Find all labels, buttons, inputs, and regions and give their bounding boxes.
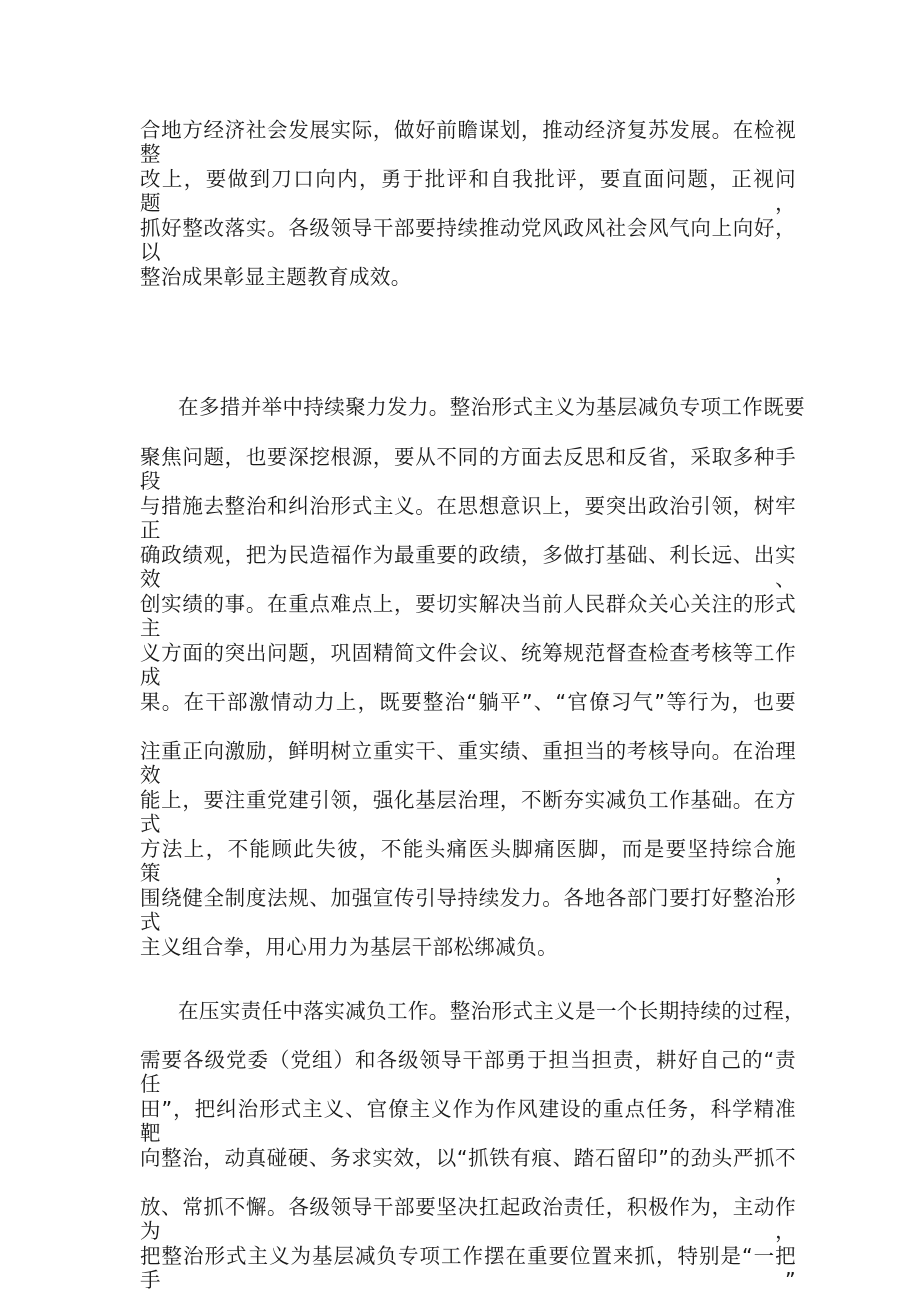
text-line: 需要各级党委（党组）和各级领导干部勇于担当担责，耕好自己的“责任 <box>140 1048 796 1096</box>
text-line: 创实绩的事。在重点难点上，要切实解决当前人民群众关心关注的形式主 <box>140 592 796 640</box>
text-line: 注重正向激励，鲜明树立重实干、重实绩、重担当的考核导向。在治理效 <box>140 739 796 787</box>
text-line: 田”，把纠治形式主义、官僚主义作为作风建设的重点任务，科学精准靶 <box>140 1097 796 1145</box>
text-line: 改上，要做到刀口向内，勇于批评和自我批评，要直面问题，正视问题， <box>140 167 796 215</box>
text-line: 方法上，不能顾此失彼，不能头痛医头脚痛医脚，而是要坚持综合施策， <box>140 837 796 885</box>
text-line: 确政绩观，把为民造福作为最重要的政绩，多做打基础、利长远、出实效、 <box>140 543 796 591</box>
text-line: 在压实责任中落实减负工作。整治形式主义是一个长期持续的过程， <box>178 999 805 1023</box>
text-line: 围绕健全制度法规、加强宣传引导持续发力。各地各部门要打好整治形式 <box>140 886 796 934</box>
text-line: 能上，要注重党建引领，强化基层治理，不断夯实减负工作基础。在方式 <box>140 788 796 836</box>
text-line: 把整治形式主义为基层减负专项工作摆在重要位置来抓，特别是“一把手” <box>140 1244 796 1292</box>
text-line: 合地方经济社会发展实际，做好前瞻谋划，推动经济复苏发展。在检视整 <box>140 118 796 166</box>
text-line: 义方面的突出问题，巩固精简文件会议、统筹规范督查检查考核等工作成 <box>140 641 796 689</box>
text-line: 与措施去整治和纠治形式主义。在思想意识上，要突出政治引领，树牢正 <box>140 494 796 542</box>
text-line: 果。在干部激情动力上，既要整治“躺平”、“官僚习气”等行为，也要 <box>140 690 796 714</box>
text-line: 聚焦问题，也要深挖根源，要从不同的方面去反思和反省，采取多种手段 <box>140 445 796 493</box>
text-line: 主义组合拳，用心用力为基层干部松绑减负。 <box>140 935 558 959</box>
text-line: 在多措并举中持续聚力发力。整治形式主义为基层减负专项工作既要 <box>178 395 805 419</box>
text-line: 抓好整改落实。各级领导干部要持续推动党风政风社会风气向上向好，以 <box>140 216 796 264</box>
text-line: 放、常抓不懈。各级领导干部要坚决扛起政治责任，积极作为，主动作为， <box>140 1195 796 1243</box>
text-line: 向整治，动真碰硬、务求实效，以“抓铁有痕、踏石留印”的劲头严抓不 <box>140 1146 796 1170</box>
text-line: 整治成果彰显主题教育成效。 <box>140 265 412 289</box>
